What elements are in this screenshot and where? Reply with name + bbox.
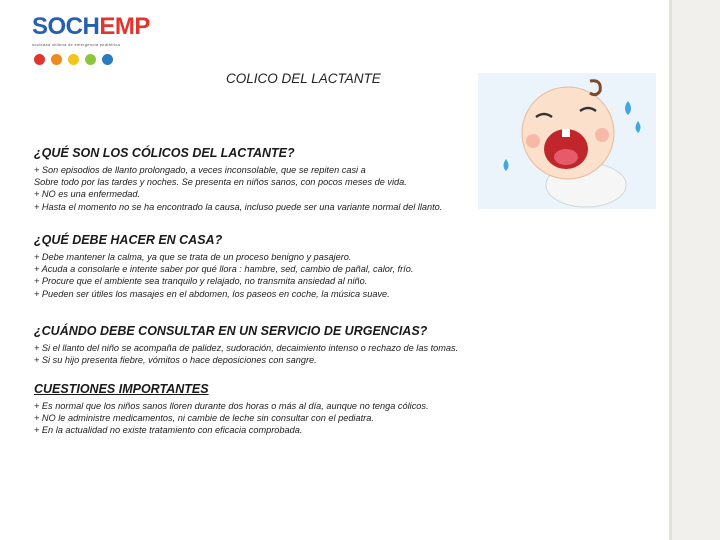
- section-line: + Son episodios de llanto prolongado, a veces inconsolable, que se repiten casi a: [34, 165, 366, 175]
- section-what-to-do-at-home: [34, 233, 413, 300]
- section-line: + Hasta el momento no se ha encontrado la causa, incluso puede ser una variante normal del llanto.: [34, 201, 443, 212]
- crying-baby-illustration: [478, 73, 656, 209]
- section-heading: ¿CUÁNDO DEBE CONSULTAR EN UN SERVICIO DE URGENCIAS?: [34, 324, 428, 338]
- section-when-to-consult: [34, 324, 458, 366]
- page-title: COLICO DEL LACTANTE: [226, 71, 381, 86]
- section-line: + NO le administre medicamentos, ni cambie de leche sin consultar con el pediatra.: [34, 413, 374, 424]
- section-what-are-colics: [34, 146, 442, 213]
- section-line: + Acuda a consolarle e intente saber por qué llora : hambre, sed, cambio de pañal, calor, frío.: [34, 264, 414, 275]
- logo-dot: [51, 54, 62, 65]
- section-line: + Debe mantener la calma, ya que se trata de un proceso benigno y pasajero.: [34, 252, 352, 262]
- section-line: + Si su hijo presenta fiebre, vómitos o hace deposiciones con sangre.: [34, 355, 317, 366]
- section-important-issues: [34, 382, 429, 437]
- logo-dot: [85, 54, 96, 65]
- section-line: + Pueden ser útiles los masajes en el abdomen, los paseos en coche, la música suave.: [34, 288, 390, 299]
- side-decoration-bar: [669, 0, 720, 540]
- section-line: + Procure que el ambiente sea tranquilo y relajado, no transmita ansiedad al niño.: [34, 276, 368, 287]
- section-heading: ¿QUÉ DEBE HACER EN CASA?: [34, 233, 223, 247]
- logo-dot: [68, 54, 79, 65]
- logo-subtitle: sociedad chilena de emergencia pediátrica: [32, 42, 121, 47]
- logo-dot: [102, 54, 113, 65]
- section-line: Sobre todo por las tardes y noches. Se presenta en niños sanos, con pocos meses de vida.: [34, 177, 407, 188]
- section-line: + Es normal que los niños sanos lloren durante dos horas o más al día, aunque no tenga cólicos.: [34, 401, 429, 411]
- section-line: + En la actualidad no existe tratamiento con eficacia comprobada.: [34, 425, 303, 436]
- logo-color-dots: [34, 54, 113, 65]
- logo-dot: [34, 54, 45, 65]
- logo-wordmark: SOCHEMP: [32, 13, 150, 40]
- sochemp-logo: [32, 13, 150, 66]
- section-heading: ¿QUÉ SON LOS CÓLICOS DEL LACTANTE?: [34, 146, 295, 160]
- section-line: + NO es una enfermedad.: [34, 189, 140, 200]
- section-heading: CUESTIONES IMPORTANTES: [34, 382, 209, 396]
- section-line: + Si el llanto del niño se acompaña de palidez, sudoración, decaimiento intenso o rechazo de las tomas.: [34, 343, 459, 353]
